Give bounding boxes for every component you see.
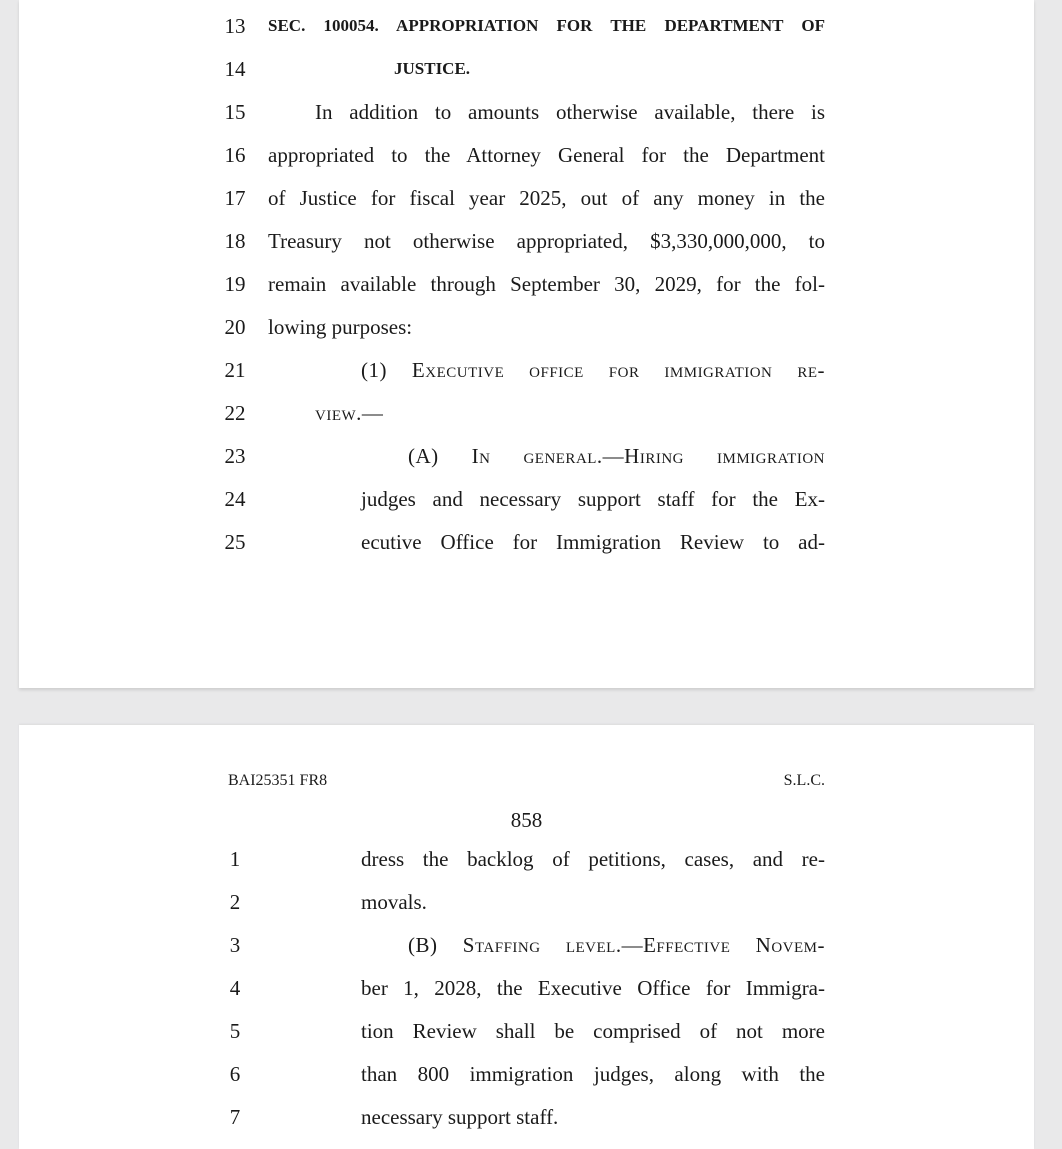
line-number: 14 bbox=[224, 57, 246, 81]
line-number: 22 bbox=[224, 401, 246, 425]
document-page bbox=[19, 725, 1034, 1149]
line-24 bbox=[19, 484, 1034, 514]
line-number: 13 bbox=[224, 14, 246, 38]
line-number: 5 bbox=[229, 1019, 241, 1043]
body-text: movals. bbox=[361, 890, 427, 914]
body-text: dress the backlog of petitions, cases, and re- bbox=[361, 847, 825, 871]
line-21 bbox=[19, 355, 1034, 385]
paragraph-heading-cont: view.— bbox=[315, 401, 384, 425]
line-4 bbox=[19, 973, 1034, 1003]
slc-label: S.L.C. bbox=[783, 772, 825, 789]
line-19 bbox=[19, 269, 1034, 299]
line-number: 2 bbox=[229, 890, 241, 914]
line-number: 21 bbox=[224, 358, 246, 382]
line-14 bbox=[19, 54, 1034, 84]
body-text: appropriated to the Attorney General for the Department bbox=[268, 143, 825, 167]
line-number: 17 bbox=[224, 186, 246, 210]
line-number: 24 bbox=[224, 487, 246, 511]
line-number: 18 bbox=[224, 229, 246, 253]
body-text: remain available through September 30, 2029, for the fol- bbox=[268, 272, 825, 296]
body-text: tion Review shall be comprised of not more bbox=[361, 1019, 825, 1043]
line-6 bbox=[19, 1059, 1034, 1089]
line-number: 25 bbox=[224, 530, 246, 554]
line-15 bbox=[19, 97, 1034, 127]
body-text: ber 1, 2028, the Executive Office for Immigra- bbox=[361, 976, 825, 1000]
line-22 bbox=[19, 398, 1034, 428]
line-20 bbox=[19, 312, 1034, 342]
body-text: judges and necessary support staff for the Ex- bbox=[361, 487, 825, 511]
page-number: 858 bbox=[510, 808, 543, 832]
bill-identifier: BAI25351 FR8 bbox=[228, 772, 328, 789]
line-25 bbox=[19, 527, 1034, 557]
line-17 bbox=[19, 183, 1034, 213]
line-18 bbox=[19, 226, 1034, 256]
body-text: In addition to amounts otherwise available, there is bbox=[315, 100, 825, 124]
line-1 bbox=[19, 844, 1034, 874]
line-3 bbox=[19, 930, 1034, 960]
line-number: 6 bbox=[229, 1062, 241, 1086]
line-number: 23 bbox=[224, 444, 246, 468]
body-text: Treasury not otherwise appropriated, $3,330,000,000, to bbox=[268, 229, 825, 253]
body-text: than 800 immigration judges, along with the bbox=[361, 1062, 825, 1086]
line-number: 19 bbox=[224, 272, 246, 296]
line-number: 4 bbox=[229, 976, 241, 1000]
line-number: 3 bbox=[229, 933, 241, 957]
line-7 bbox=[19, 1102, 1034, 1132]
section-heading: SEC. 100054. APPROPRIATION FOR THE DEPARTMENT OF bbox=[268, 16, 825, 35]
line-number: 1 bbox=[229, 847, 241, 871]
line-13 bbox=[19, 11, 1034, 41]
line-number: 7 bbox=[229, 1105, 241, 1129]
section-heading-cont: JUSTICE. bbox=[394, 59, 471, 78]
line-number: 16 bbox=[224, 143, 246, 167]
line-number: 20 bbox=[224, 315, 246, 339]
line-number: 15 bbox=[224, 100, 246, 124]
line-2 bbox=[19, 887, 1034, 917]
document-page bbox=[19, 0, 1034, 688]
paragraph-heading: (1) Executive office for immigration re- bbox=[361, 358, 825, 382]
subparagraph-heading: (A) In general.—Hiring immigration bbox=[408, 444, 825, 468]
line-16 bbox=[19, 140, 1034, 170]
body-text: necessary support staff. bbox=[361, 1105, 559, 1129]
subparagraph-heading: (B) Staffing level.—Effective Novem- bbox=[408, 933, 825, 957]
line-23 bbox=[19, 441, 1034, 471]
body-text: of Justice for fiscal year 2025, out of any money in the bbox=[268, 186, 825, 210]
body-text: lowing purposes: bbox=[268, 315, 413, 339]
body-text: ecutive Office for Immigration Review to ad- bbox=[361, 530, 825, 554]
line-5 bbox=[19, 1016, 1034, 1046]
